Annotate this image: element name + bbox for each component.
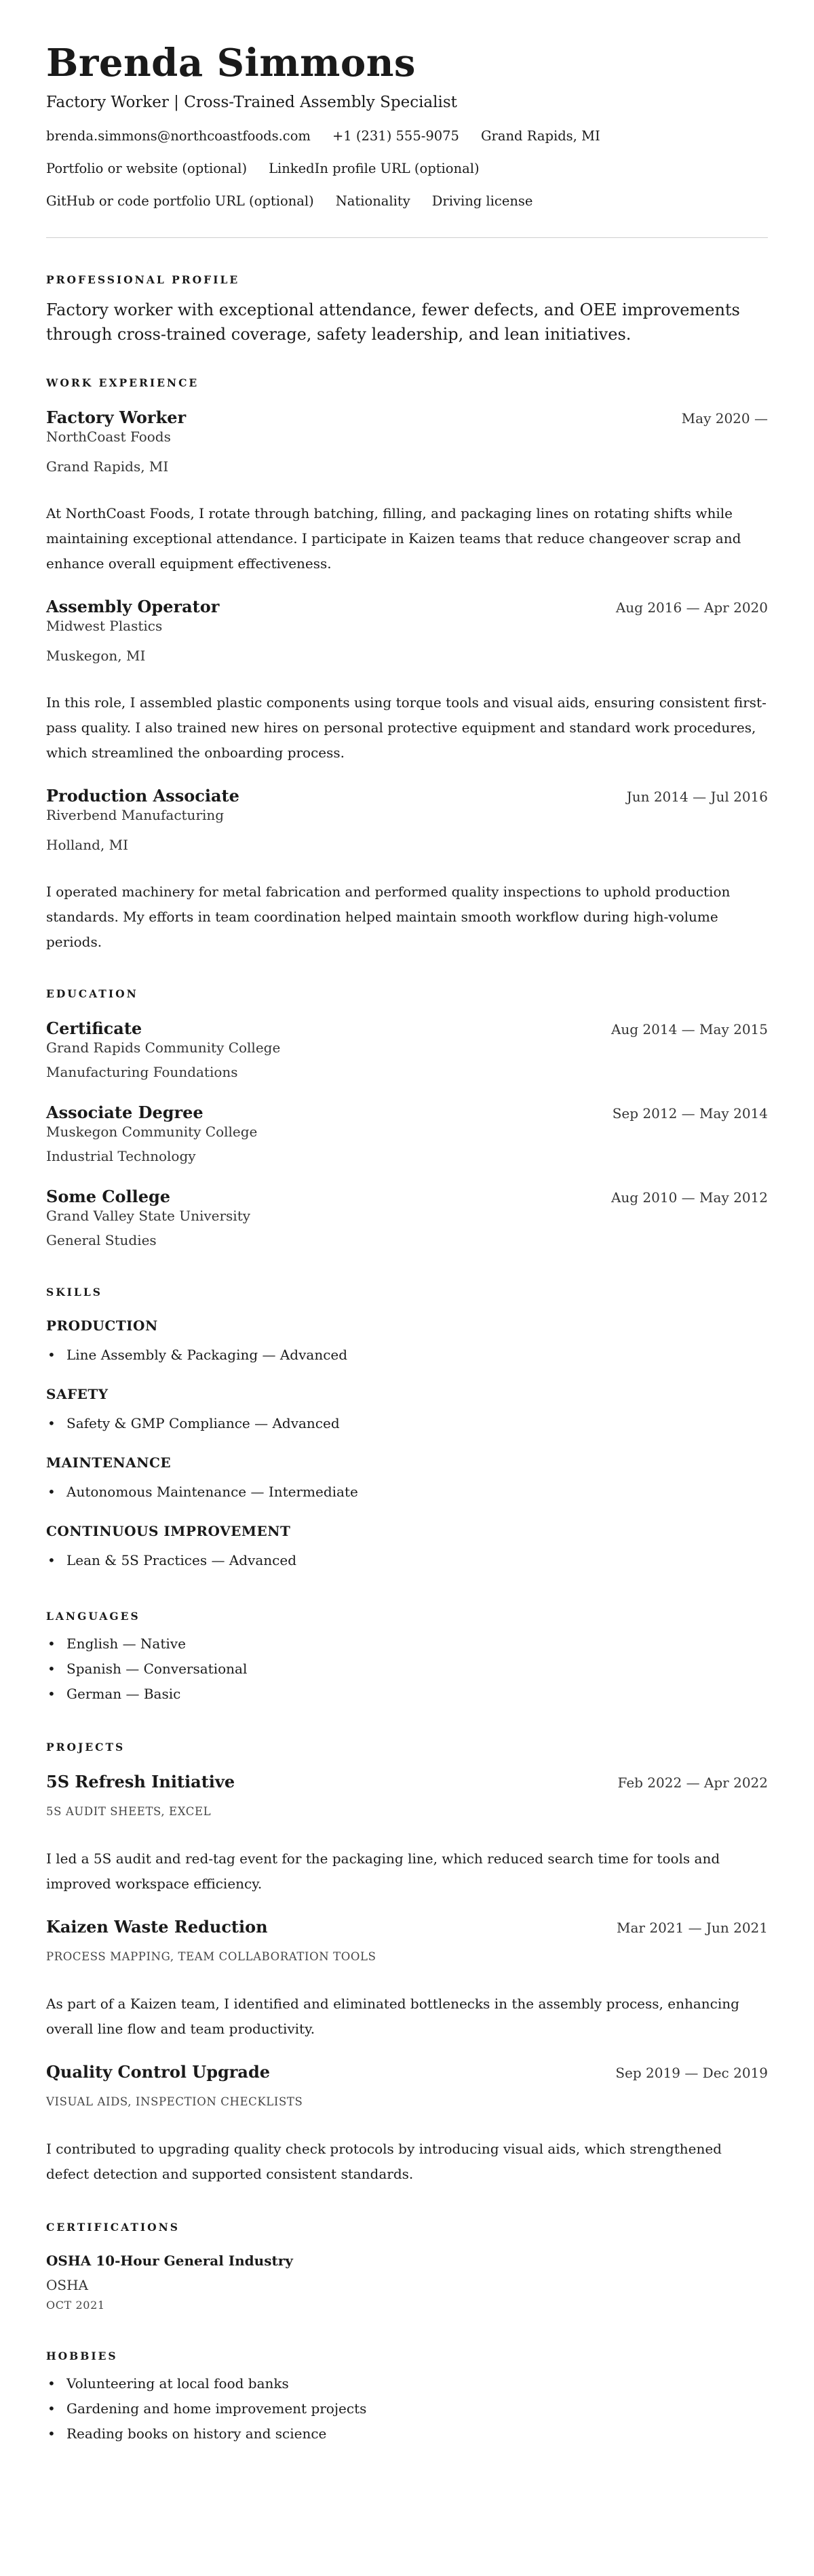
job-location: Holland, MI (46, 837, 128, 853)
job-title: Factory Worker (46, 408, 187, 427)
language-item: • English — Native (46, 1631, 768, 1657)
degree: Associate Degree (46, 1103, 204, 1122)
degree: Some College (46, 1187, 171, 1206)
skill-category: PRODUCTION (46, 1317, 158, 1334)
section-title-projects: PROJECTS (46, 1741, 125, 1753)
project-dates: Sep 2019 — Dec 2019 (615, 2065, 768, 2081)
job-dates: Aug 2016 — Apr 2020 (615, 599, 768, 616)
candidate-name: Brenda Simmons (46, 41, 416, 85)
skill-category: MAINTENANCE (46, 1454, 172, 1471)
contact-row-3 (46, 193, 768, 210)
project-tools: 5S AUDIT SHEETS, EXCEL (46, 1805, 212, 1818)
certification-date: OCT 2021 (46, 2299, 105, 2312)
section-title-skills: SKILLS (46, 1286, 102, 1299)
project-dates: Mar 2021 — Jun 2021 (617, 1920, 768, 1936)
education-dates: Aug 2010 — May 2012 (610, 1189, 768, 1206)
section-title-hobbies: HOBBIES (46, 2350, 118, 2362)
job-title: Assembly Operator (46, 597, 220, 616)
job-company: NorthCoast Foods (46, 429, 171, 445)
experience-entry (46, 597, 768, 766)
skill-list (46, 1548, 768, 1573)
project-description: As part of a Kaizen team, I identified and eliminated bottlenecks in the assembly process, enhancing overall line flow and team productivity. (46, 1996, 739, 2037)
project-dates: Feb 2022 — Apr 2022 (617, 1775, 768, 1791)
education-dates: Sep 2012 — May 2014 (612, 1105, 768, 1122)
certification-issuer: OSHA (46, 2277, 88, 2293)
job-company: Midwest Plastics (46, 618, 163, 634)
hobby-item: • Reading books on history and science (46, 2421, 768, 2446)
project-name: Kaizen Waste Reduction (46, 1917, 268, 1937)
job-company: Riverbend Manufacturing (46, 807, 225, 823)
project-name: 5S Refresh Initiative (46, 1772, 235, 1791)
skill-item: • Autonomous Maintenance — Intermediate (46, 1480, 768, 1505)
experience-entry (46, 408, 768, 576)
language-list (46, 1631, 768, 1707)
job-title: Production Associate (46, 786, 239, 806)
hobby-list (46, 2371, 768, 2446)
project-entry (46, 1772, 768, 1897)
project-entry (46, 1917, 768, 2042)
school: Grand Rapids Community College (46, 1039, 281, 1056)
contact-github[interactable]: GitHub or code portfolio URL (optional) (46, 193, 314, 209)
school: Grand Valley State University (46, 1208, 251, 1224)
skill-list (46, 1411, 768, 1436)
skill-item: • Lean & 5S Practices — Advanced (46, 1548, 768, 1573)
headline: Factory Worker | Cross-Trained Assembly Specialist (46, 94, 457, 111)
contact-row-1 (46, 127, 768, 145)
project-tools: PROCESS MAPPING, TEAM COLLABORATION TOOLS (46, 1950, 376, 1963)
contact-row-2 (46, 160, 768, 178)
skill-item: • Safety & GMP Compliance — Advanced (46, 1411, 768, 1436)
contact-linkedin[interactable]: LinkedIn profile URL (optional) (269, 161, 480, 176)
profile-summary: Factory worker with exceptional attendance, fewer defects, and OEE improvements through cross-trained coverage, safety leadership, and lean initiatives. (46, 300, 740, 344)
contact-license: Driving license (431, 193, 533, 209)
project-name: Quality Control Upgrade (46, 2062, 271, 2082)
job-description: In this role, I assembled plastic components using torque tools and visual aids, ensuring consistent first-pass quality. I also trained new hires on personal protective equipment and standard work procedures, which streamlined the onboarding process. (46, 694, 767, 761)
degree: Certificate (46, 1018, 142, 1038)
field-of-study: Industrial Technology (46, 1148, 196, 1164)
project-tools: VISUAL AIDS, INSPECTION CHECKLISTS (46, 2095, 303, 2108)
experience-entry (46, 786, 768, 955)
language-item: • Spanish — Conversational (46, 1657, 768, 1682)
project-entry (46, 2062, 768, 2187)
language-item: • German — Basic (46, 1682, 768, 1707)
skill-category: SAFETY (46, 1386, 109, 1402)
contact-portfolio[interactable]: Portfolio or website (optional) (46, 161, 248, 176)
education-dates: Aug 2014 — May 2015 (610, 1021, 768, 1037)
project-description: I led a 5S audit and red-tag event for the packaging line, which reduced search time for tools and improved workspace efficiency. (46, 1850, 720, 1892)
section-title-languages: LANGUAGES (46, 1610, 140, 1623)
field-of-study: General Studies (46, 1232, 157, 1248)
education-entry (46, 1018, 768, 1081)
contact-location: Grand Rapids, MI (480, 128, 600, 144)
section-title-experience: WORK EXPERIENCE (46, 376, 199, 389)
job-dates: May 2020 — (681, 410, 768, 427)
section-title-certifications: CERTIFICATIONS (46, 2221, 180, 2234)
job-dates: Jun 2014 — Jul 2016 (626, 789, 768, 805)
job-location: Grand Rapids, MI (46, 458, 169, 475)
contact-phone[interactable]: +1 (231) 555-9075 (332, 128, 459, 144)
skill-item: • Line Assembly & Packaging — Advanced (46, 1343, 768, 1368)
section-title-education: EDUCATION (46, 987, 138, 1000)
education-entry (46, 1103, 768, 1165)
education-entry (46, 1187, 768, 1249)
skill-category: CONTINUOUS IMPROVEMENT (46, 1523, 291, 1539)
section-title-profile: PROFESSIONAL PROFILE (46, 273, 240, 286)
job-location: Muskegon, MI (46, 648, 146, 664)
hobby-item: • Gardening and home improvement projects (46, 2396, 768, 2421)
skill-list (46, 1480, 768, 1505)
school: Muskegon Community College (46, 1124, 258, 1140)
contact-email[interactable]: brenda.simmons@northcoastfoods.com (46, 128, 311, 144)
certification-name: OSHA 10-Hour General Industry (46, 2253, 293, 2269)
job-description: At NorthCoast Foods, I rotate through batching, filling, and packaging lines on rotating shifts while maintaining exceptional attendance. I participate in Kaizen teams that reduce changeover scrap and enhance overall equipment effectiveness. (46, 505, 741, 572)
project-description: I contributed to upgrading quality check protocols by introducing visual aids, which strengthened defect detection and supported consistent standards. (46, 2141, 722, 2182)
header-divider (46, 237, 768, 238)
skill-list (46, 1343, 768, 1368)
job-description: I operated machinery for metal fabrication and performed quality inspections to uphold production standards. My efforts in team coordination helped maintain smooth workflow during high-volume periods. (46, 884, 731, 950)
contact-nationality: Nationality (335, 193, 410, 209)
hobby-item: • Volunteering at local food banks (46, 2371, 768, 2396)
field-of-study: Manufacturing Foundations (46, 1064, 238, 1080)
